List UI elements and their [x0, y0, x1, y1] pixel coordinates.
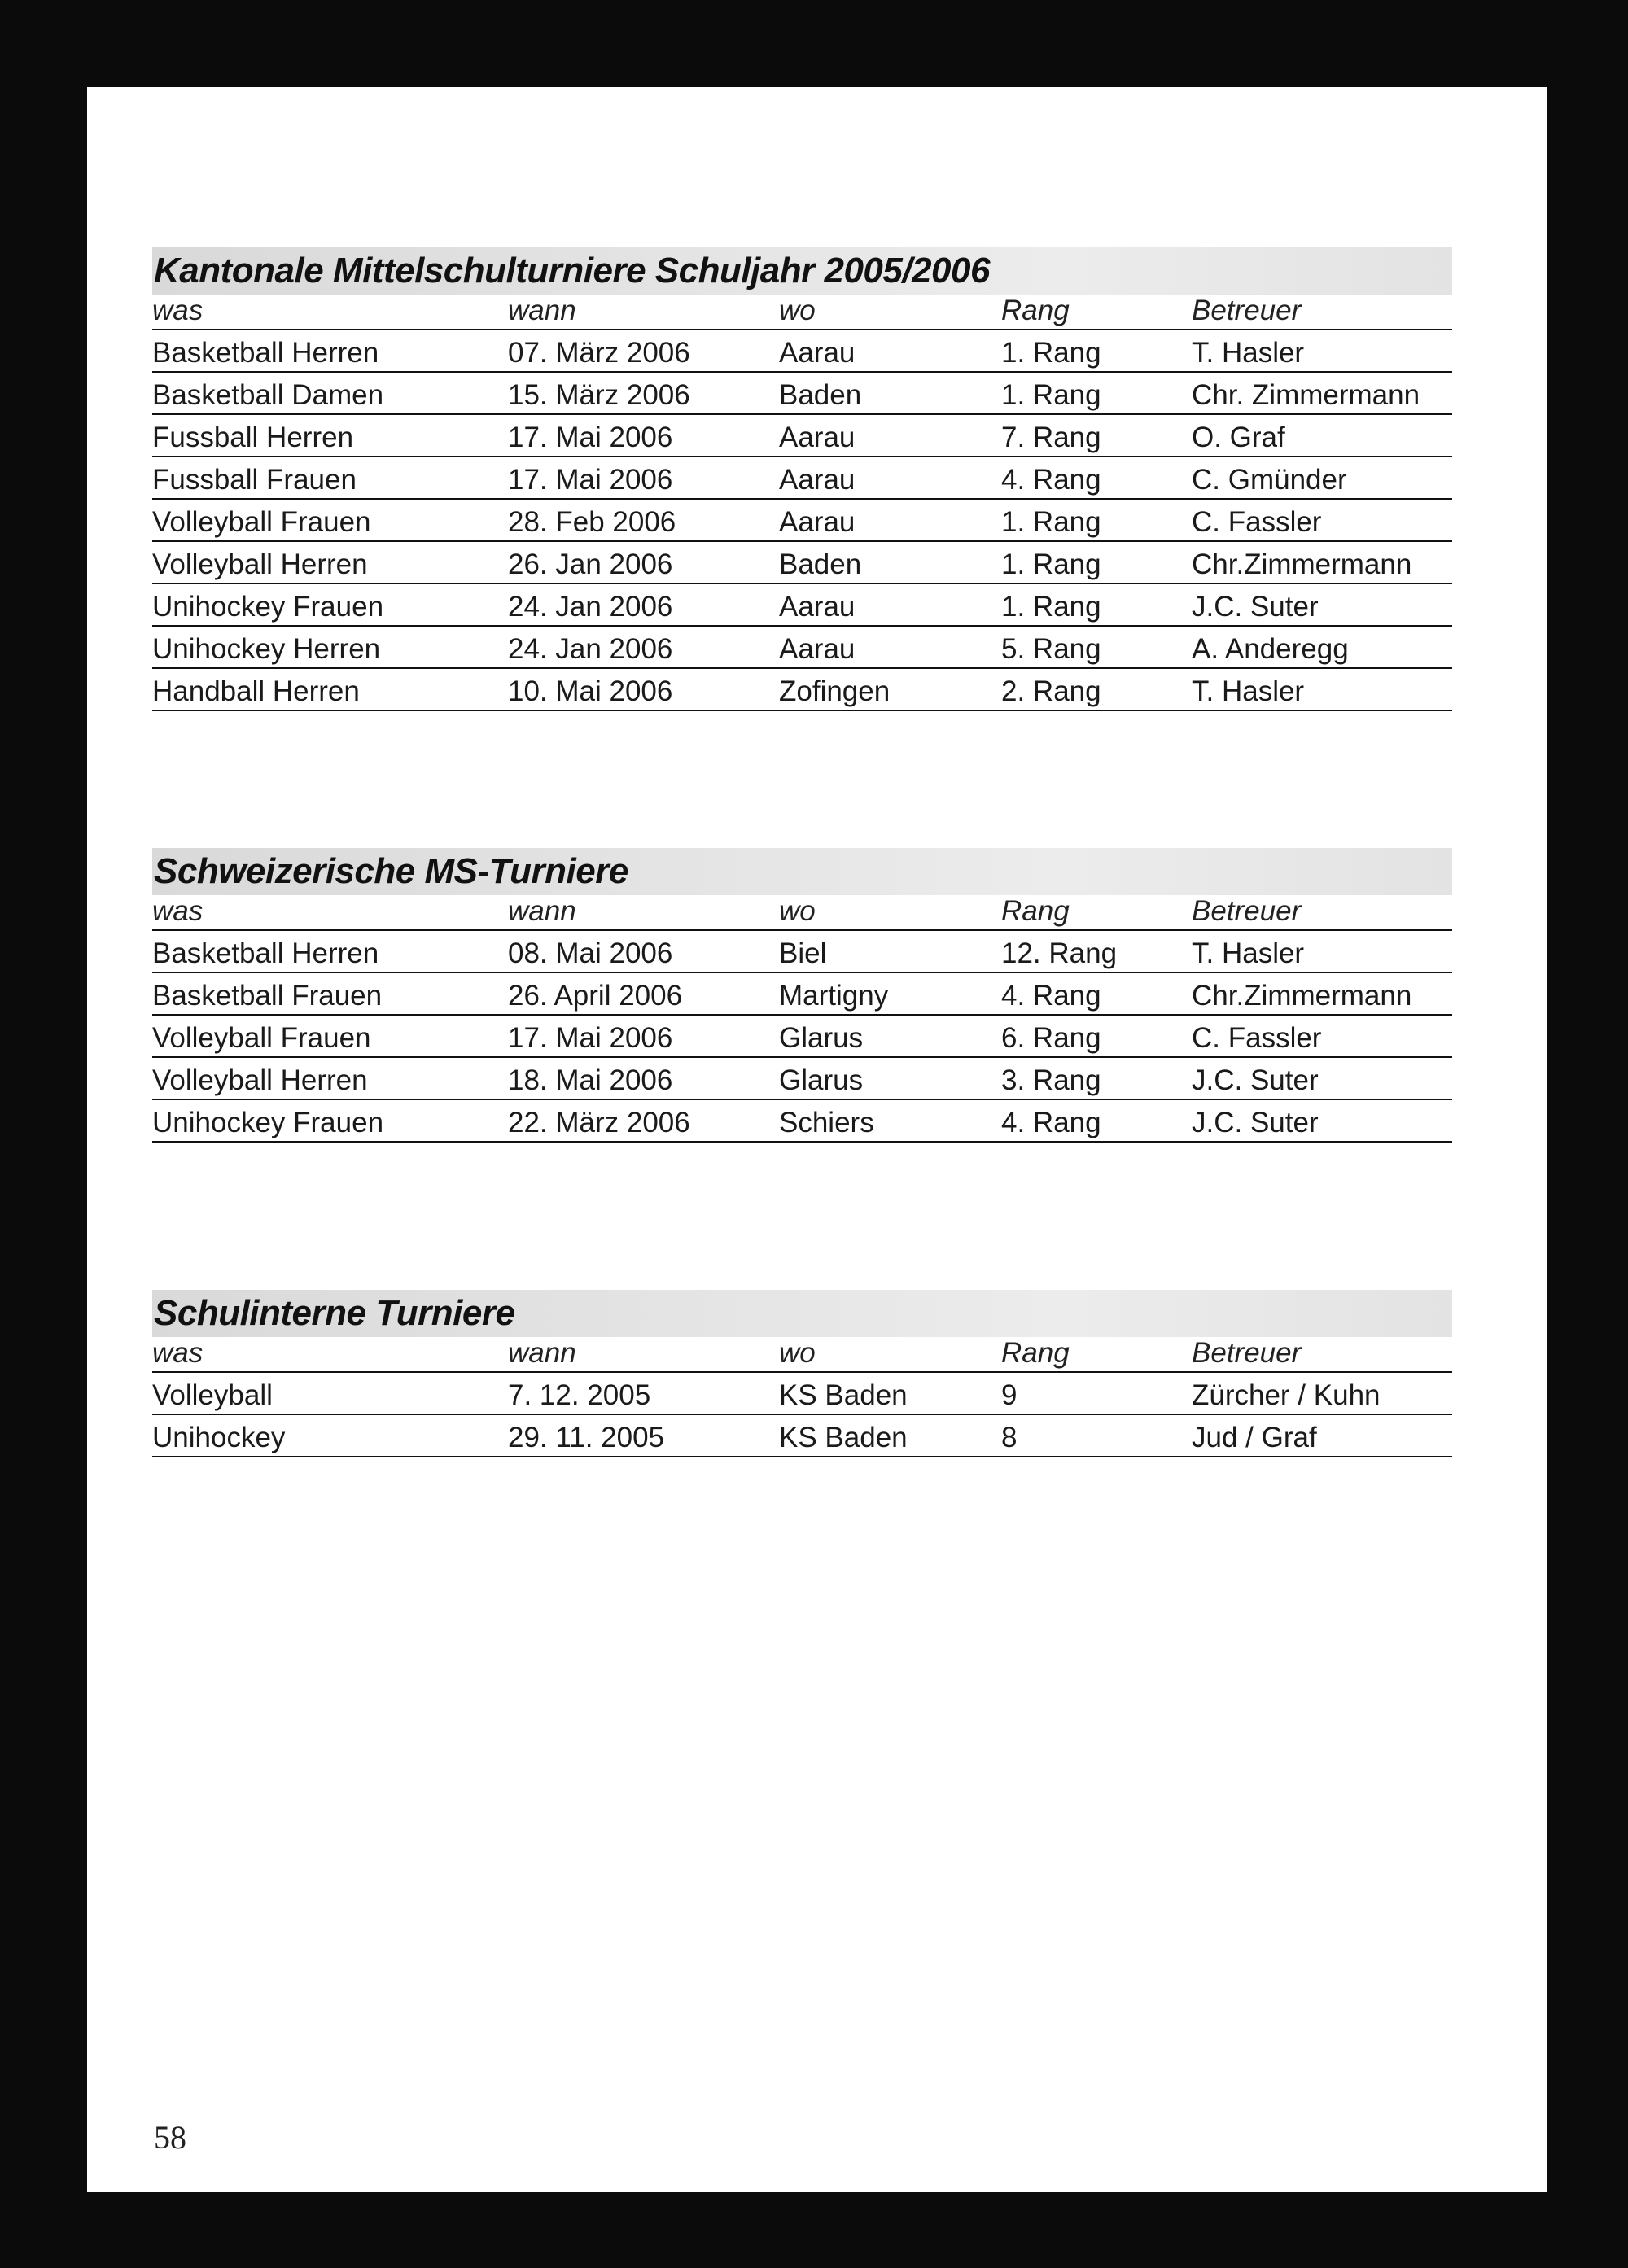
- cell-wo: Baden: [779, 548, 862, 580]
- cell-wo: Aarau: [779, 591, 856, 623]
- cell-was: Basketball Herren: [152, 337, 379, 369]
- cell-betreuer: Chr.Zimmermann: [1192, 548, 1412, 580]
- cell-wo: Baden: [779, 379, 862, 411]
- cell-rang: 4. Rang: [1001, 1107, 1101, 1138]
- section-kantonale: [152, 247, 1452, 711]
- cell-betreuer: C. Fassler: [1192, 1022, 1322, 1054]
- table-row: [152, 329, 1452, 371]
- cell-rang: 7. Rang: [1001, 422, 1101, 453]
- table-row: [152, 1099, 1452, 1143]
- cell-wann: 29. 11. 2005: [508, 1422, 665, 1453]
- cell-wann: 24. Jan 2006: [508, 591, 673, 623]
- table-row: [152, 413, 1452, 456]
- cell-rang: 2. Rang: [1001, 675, 1101, 707]
- column-header-rang: Rang: [1001, 295, 1070, 326]
- cell-rang: 1. Rang: [1001, 591, 1101, 623]
- cell-wann: 15. März 2006: [508, 379, 690, 411]
- table-row: [152, 456, 1452, 498]
- cell-was: Volleyball: [152, 1379, 273, 1411]
- column-header-rang: Rang: [1001, 1337, 1070, 1369]
- cell-was: Basketball Frauen: [152, 980, 383, 1012]
- cell-wo: Aarau: [779, 633, 856, 665]
- cell-was: Fussball Frauen: [152, 464, 357, 496]
- cell-was: Fussball Herren: [152, 422, 354, 453]
- table-row: [152, 1014, 1452, 1056]
- cell-betreuer: O. Graf: [1192, 422, 1285, 453]
- column-header-wo: wo: [779, 1337, 816, 1369]
- table-row: [152, 1371, 1452, 1414]
- table-row: [152, 667, 1452, 711]
- cell-was: Handball Herren: [152, 675, 360, 707]
- section-title: Kantonale Mittelschulturniere Schuljahr 2005/2006: [152, 247, 1452, 295]
- cell-wo: Glarus: [779, 1022, 864, 1054]
- cell-betreuer: T. Hasler: [1192, 337, 1305, 369]
- section-schweizerische: [152, 848, 1452, 1143]
- table-row: [152, 625, 1452, 667]
- cell-rang: 8: [1001, 1422, 1017, 1453]
- cell-wo: Aarau: [779, 422, 856, 453]
- cell-was: Volleyball Herren: [152, 1064, 368, 1096]
- cell-was: Basketball Herren: [152, 937, 379, 969]
- table-row: [152, 1056, 1452, 1099]
- cell-rang: 5. Rang: [1001, 633, 1101, 665]
- cell-wo: Zofingen: [779, 675, 891, 707]
- cell-rang: 4. Rang: [1001, 980, 1101, 1012]
- cell-wo: Schiers: [779, 1107, 874, 1138]
- cell-wann: 17. Mai 2006: [508, 464, 673, 496]
- table-header-row: [152, 1337, 1452, 1371]
- column-header-wann: wann: [508, 295, 576, 326]
- cell-was: Basketball Damen: [152, 379, 384, 411]
- cell-was: Volleyball Frauen: [152, 1022, 371, 1054]
- cell-wann: 7. 12. 2005: [508, 1379, 651, 1411]
- cell-was: Volleyball Herren: [152, 548, 368, 580]
- table-header-row: [152, 295, 1452, 329]
- cell-wo: Aarau: [779, 337, 856, 369]
- section-title: Schweizerische MS-Turniere: [152, 848, 1452, 895]
- section-schulintern: [152, 1290, 1452, 1457]
- cell-betreuer: C. Gmünder: [1192, 464, 1347, 496]
- column-header-wo: wo: [779, 295, 816, 326]
- cell-rang: 6. Rang: [1001, 1022, 1101, 1054]
- section-title: Schulinterne Turniere: [152, 1290, 1452, 1337]
- cell-rang: 1. Rang: [1001, 379, 1101, 411]
- cell-wann: 08. Mai 2006: [508, 937, 673, 969]
- table-row: [152, 583, 1452, 625]
- cell-wann: 26. Jan 2006: [508, 548, 673, 580]
- column-header-wann: wann: [508, 1337, 576, 1369]
- cell-wo: Martigny: [779, 980, 889, 1012]
- cell-wann: 17. Mai 2006: [508, 1022, 673, 1054]
- column-header-betreuer: Betreuer: [1192, 295, 1302, 326]
- cell-betreuer: J.C. Suter: [1192, 1064, 1319, 1096]
- cell-wo: Biel: [779, 937, 827, 969]
- cell-rang: 4. Rang: [1001, 464, 1101, 496]
- cell-betreuer: A. Anderegg: [1192, 633, 1349, 665]
- cell-rang: 1. Rang: [1001, 548, 1101, 580]
- cell-wo: KS Baden: [779, 1379, 908, 1411]
- cell-wo: Aarau: [779, 464, 856, 496]
- document-page: [87, 87, 1547, 2192]
- cell-was: Volleyball Frauen: [152, 506, 371, 538]
- cell-wann: 28. Feb 2006: [508, 506, 676, 538]
- table-row: [152, 929, 1452, 972]
- table-row: [152, 371, 1452, 413]
- column-header-was: was: [152, 1337, 204, 1369]
- cell-wo: Glarus: [779, 1064, 864, 1096]
- cell-betreuer: Jud / Graf: [1192, 1422, 1317, 1453]
- cell-betreuer: T. Hasler: [1192, 937, 1305, 969]
- cell-was: Unihockey Herren: [152, 633, 381, 665]
- cell-betreuer: T. Hasler: [1192, 675, 1305, 707]
- cell-wann: 24. Jan 2006: [508, 633, 673, 665]
- cell-wann: 22. März 2006: [508, 1107, 690, 1138]
- cell-betreuer: Zürcher / Kuhn: [1192, 1379, 1381, 1411]
- cell-wann: 26. April 2006: [508, 980, 683, 1012]
- cell-betreuer: Chr.Zimmermann: [1192, 980, 1412, 1012]
- table-row: [152, 972, 1452, 1014]
- table-row: [152, 1414, 1452, 1457]
- cell-rang: 3. Rang: [1001, 1064, 1101, 1096]
- cell-betreuer: Chr. Zimmermann: [1192, 379, 1420, 411]
- cell-betreuer: J.C. Suter: [1192, 591, 1319, 623]
- column-header-was: was: [152, 895, 204, 927]
- cell-betreuer: C. Fassler: [1192, 506, 1322, 538]
- page-number: 58: [154, 2119, 186, 2156]
- table-row: [152, 498, 1452, 540]
- cell-was: Unihockey Frauen: [152, 1107, 384, 1138]
- cell-rang: 12. Rang: [1001, 937, 1118, 969]
- cell-wann: 07. März 2006: [508, 337, 690, 369]
- cell-was: Unihockey: [152, 1422, 286, 1453]
- column-header-betreuer: Betreuer: [1192, 895, 1302, 927]
- cell-wo: Aarau: [779, 506, 856, 538]
- column-header-betreuer: Betreuer: [1192, 1337, 1302, 1369]
- table-row: [152, 540, 1452, 583]
- column-header-was: was: [152, 295, 204, 326]
- table-header-row: [152, 895, 1452, 929]
- cell-rang: 9: [1001, 1379, 1017, 1411]
- column-header-wann: wann: [508, 895, 576, 927]
- cell-wo: KS Baden: [779, 1422, 908, 1453]
- cell-rang: 1. Rang: [1001, 337, 1101, 369]
- cell-wann: 10. Mai 2006: [508, 675, 673, 707]
- cell-wann: 18. Mai 2006: [508, 1064, 673, 1096]
- cell-wann: 17. Mai 2006: [508, 422, 673, 453]
- cell-was: Unihockey Frauen: [152, 591, 384, 623]
- column-header-rang: Rang: [1001, 895, 1070, 927]
- cell-betreuer: J.C. Suter: [1192, 1107, 1319, 1138]
- column-header-wo: wo: [779, 895, 816, 927]
- cell-rang: 1. Rang: [1001, 506, 1101, 538]
